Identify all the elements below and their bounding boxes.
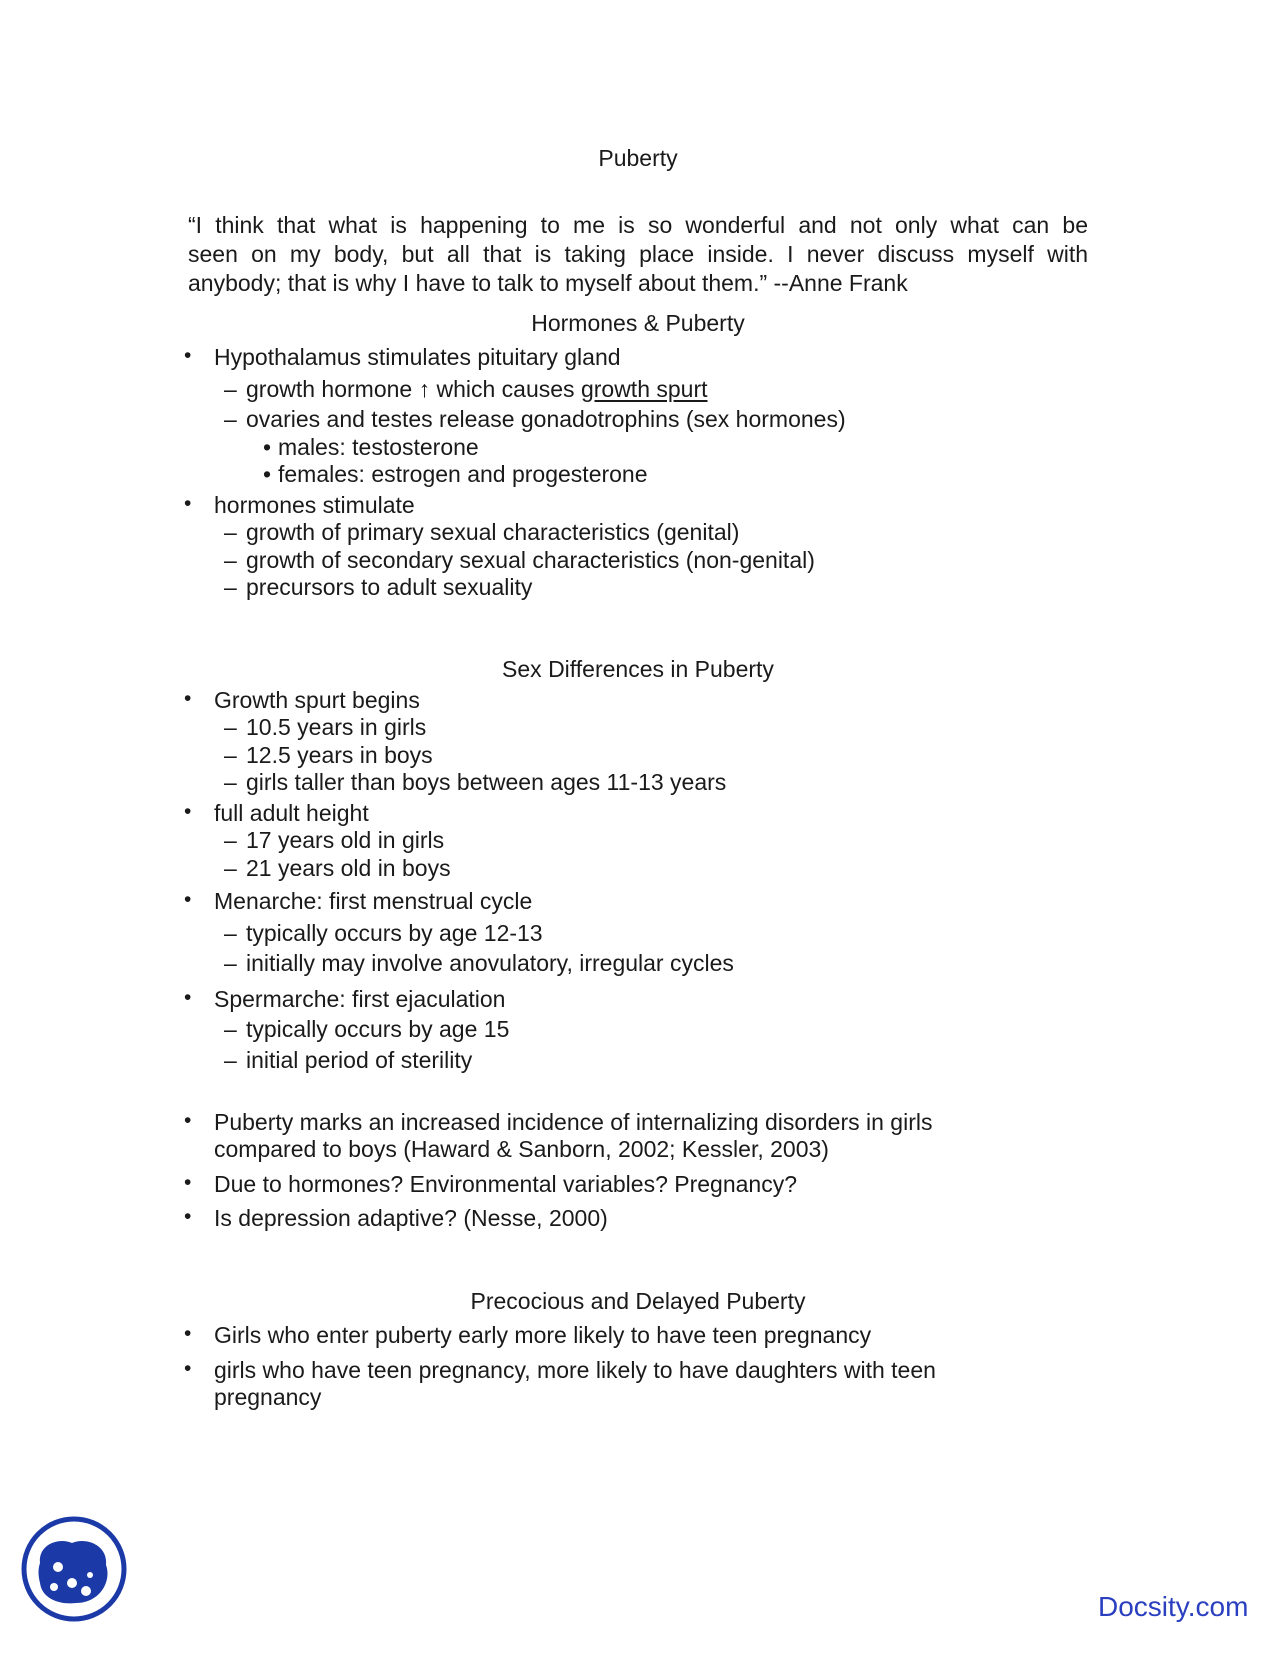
growth-spurt-underlined: growth spurt	[580, 376, 708, 402]
bullet-icon: •	[184, 1205, 192, 1228]
dash-icon: –	[224, 950, 237, 976]
quote-line: “I think that what is happening to me is so wonderful and not only what can be	[188, 212, 1088, 238]
list-item: Girls who enter puberty early more likely to have teen pregnancy	[214, 1322, 872, 1348]
dash-icon: –	[224, 769, 237, 795]
dash-icon: –	[224, 1047, 237, 1073]
list-subitem: growth of secondary sexual characteristics (non-genital)	[246, 547, 815, 573]
list-subitem: initial period of sterility	[246, 1047, 473, 1073]
bullet-icon: •	[184, 344, 192, 367]
section-heading-hormones: Hormones & Puberty	[531, 310, 745, 336]
dot-icon: •	[263, 461, 272, 487]
list-subitem	[246, 378, 708, 401]
subitem-text: which causes	[430, 376, 581, 402]
list-subitem: typically occurs by age 15	[246, 1016, 510, 1042]
list-subsubitem: females: estrogen and progesterone	[278, 461, 648, 487]
dash-icon: –	[224, 547, 237, 573]
dot-icon: •	[263, 434, 272, 460]
bullet-icon: •	[184, 1357, 192, 1380]
list-item: Puberty marks an increased incidence of internalizing disorders in girls	[214, 1109, 933, 1135]
bullet-icon: •	[184, 1109, 192, 1132]
section-heading-sex-differences: Sex Differences in Puberty	[502, 656, 774, 682]
bullet-icon: •	[184, 1171, 192, 1194]
list-item: Hypothalamus stimulates pituitary gland	[214, 344, 621, 370]
dash-icon: –	[224, 714, 237, 740]
docsity-logo-icon	[20, 1515, 128, 1623]
list-item: Growth spurt begins	[214, 687, 420, 713]
list-item: girls who have teen pregnancy, more likely to have daughters with teen	[214, 1357, 936, 1383]
list-subitem: precursors to adult sexuality	[246, 574, 533, 600]
section-heading-precocious: Precocious and Delayed Puberty	[470, 1288, 806, 1314]
list-subitem: typically occurs by age 12-13	[246, 920, 543, 946]
list-subitem: 17 years old in girls	[246, 827, 445, 853]
list-subitem: growth of primary sexual characteristics (genital)	[246, 519, 740, 545]
list-item: full adult height	[214, 800, 369, 826]
bullet-icon: •	[184, 492, 192, 515]
list-subitem: girls taller than boys between ages 11-13 years	[246, 769, 727, 795]
bullet-icon: •	[184, 986, 192, 1009]
list-subitem: 12.5 years in boys	[246, 742, 433, 768]
docsity-logo-svg	[20, 1515, 128, 1623]
bullet-icon: •	[184, 888, 192, 911]
list-item: hormones stimulate	[214, 492, 415, 518]
list-item: Spermarche: first ejaculation	[214, 986, 506, 1012]
list-item: Menarche: first menstrual cycle	[214, 888, 533, 914]
dash-icon: –	[224, 1016, 237, 1042]
list-subitem: 10.5 years in girls	[246, 714, 427, 740]
list-item: Is depression adaptive? (Nesse, 2000)	[214, 1205, 608, 1231]
bullet-icon: •	[184, 1322, 192, 1345]
list-item: Due to hormones? Environmental variables? Pregnancy?	[214, 1171, 797, 1197]
docsity-brand-text: Docsity.com	[1098, 1591, 1249, 1622]
bullet-icon: •	[184, 800, 192, 823]
dash-icon: –	[224, 574, 237, 600]
quote-line: seen on my body, but all that is taking place inside. I never discuss myself with	[188, 241, 1088, 267]
dash-icon: –	[224, 827, 237, 853]
list-subitem: ovaries and testes release gonadotrophins (sex hormones)	[246, 406, 846, 432]
list-subitem: initially may involve anovulatory, irregular cycles	[246, 950, 734, 976]
dash-icon: –	[224, 855, 237, 881]
page-title: Puberty	[598, 145, 678, 171]
dash-icon: –	[224, 406, 237, 432]
dash-icon: –	[224, 920, 237, 946]
list-subsubitem: males: testosterone	[278, 434, 479, 460]
bullet-icon: •	[184, 687, 192, 710]
dash-icon: –	[224, 519, 237, 545]
list-item-continuation: compared to boys (Haward & Sanborn, 2002; Kessler, 2003)	[214, 1136, 829, 1162]
dash-icon: –	[224, 376, 237, 402]
quote-line: anybody; that is why I have to talk to myself about them.” --Anne Frank	[188, 270, 908, 296]
up-arrow-icon: ↑	[418, 376, 431, 402]
list-item-continuation: pregnancy	[214, 1384, 322, 1410]
anne-frank-quote	[188, 211, 1088, 298]
list-subitem: 21 years old in boys	[246, 855, 451, 881]
subitem-text: growth hormone	[246, 376, 419, 402]
dash-icon: –	[224, 742, 237, 768]
